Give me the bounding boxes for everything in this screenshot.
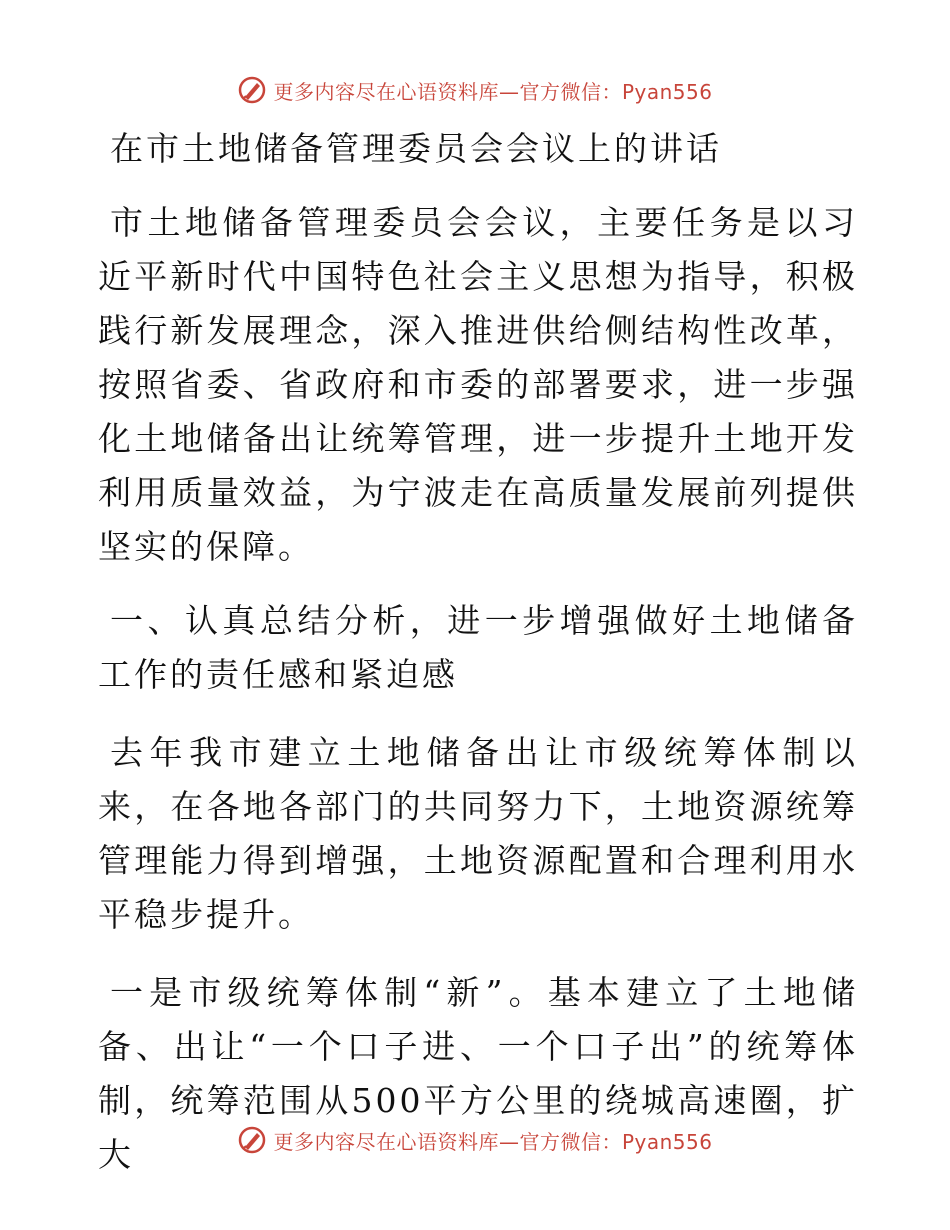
paragraph-summary: 去年我市建立土地储备出让市级统筹体制以来，在各地各部门的共同努力下，土地资源统筹管理能力得到增强，土地资源配置和合理利用水平稳步提升。: [98, 733, 858, 934]
document-body: [98, 122, 858, 1182]
header-watermark-text: 更多内容尽在心语资料库—官方微信：Pyan556: [273, 79, 713, 104]
pen-logo-icon: [237, 75, 267, 105]
paragraph-intro: 市土地储备管理委员会会议，主要任务是以习近平新时代中国特色社会主义思想为指导，积极践行新发展理念，深入推进供给侧结构性改革，按照省委、省政府和市委的部署要求，进一步强化土地储备出让统筹管理，进一步提升土地开发利用质量效益，为宁波走在高质量发展前列提供坚实的保障。: [98, 203, 858, 566]
pen-logo-icon: [237, 1125, 267, 1155]
document-title: 在市土地储备管理委员会会议上的讲话: [110, 129, 722, 168]
section-heading-1: 一、认真总结分析，进一步增强做好土地储备工作的责任感和紧迫感: [98, 601, 858, 694]
paragraph-point-1: 一是市级统筹体制“新”。基本建立了土地储备、出让“一个口子进、一个口子出”的统筹体制，统筹范围从500平方公里的绕城高速圈，扩大: [98, 973, 858, 1174]
footer-watermark-text: 更多内容尽在心语资料库—官方微信：Pyan556: [273, 1129, 713, 1154]
footer-watermark-banner: [0, 1120, 950, 1160]
header-watermark-banner: [0, 70, 950, 110]
